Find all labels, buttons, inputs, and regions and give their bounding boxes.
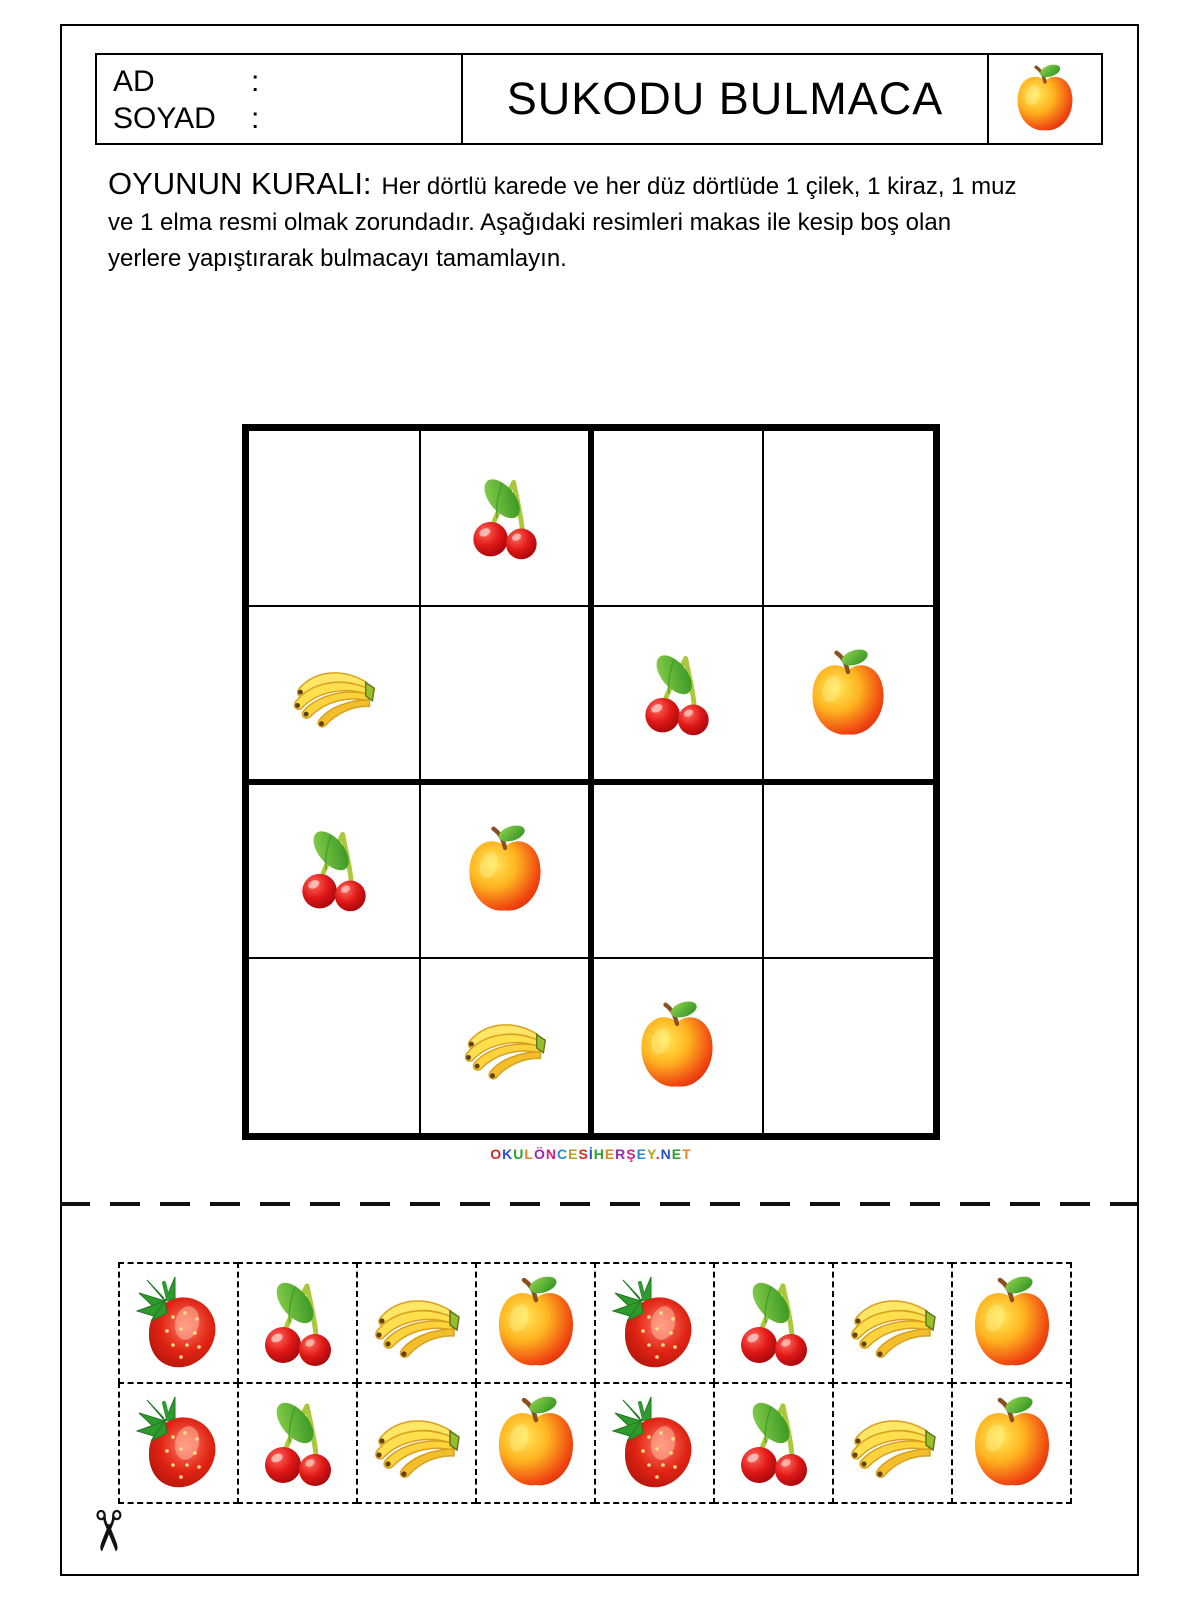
cutout-tiles bbox=[118, 1262, 1072, 1504]
scissors-icon: ✂ bbox=[76, 1507, 140, 1555]
sudoku-grid bbox=[242, 424, 940, 1140]
cutout-tile-banana bbox=[356, 1262, 477, 1384]
banana-image bbox=[843, 1273, 943, 1373]
cutout-tile-apple bbox=[951, 1382, 1072, 1504]
banana-image bbox=[367, 1273, 467, 1373]
sudoku-cell-r3c2-apple bbox=[420, 782, 592, 958]
cutout-row-1 bbox=[118, 1262, 1072, 1384]
banana-image bbox=[457, 998, 553, 1094]
logo-letter: L bbox=[524, 1146, 534, 1162]
title-section bbox=[463, 55, 989, 143]
cutout-tile-banana bbox=[832, 1262, 953, 1384]
soyad-colon: : bbox=[251, 102, 260, 135]
apple-icon bbox=[1008, 62, 1082, 136]
logo-letter: N bbox=[660, 1146, 672, 1162]
cutout-tile-strawberry bbox=[118, 1262, 239, 1384]
apple-image bbox=[457, 822, 553, 918]
apple-image bbox=[962, 1273, 1062, 1373]
logo-letter: T bbox=[682, 1146, 692, 1162]
sudoku-cell-r1c2-cherry bbox=[420, 430, 592, 606]
cherry-image bbox=[248, 1393, 348, 1493]
sudoku-cell-r2c4-apple bbox=[763, 606, 935, 782]
strawberry-image bbox=[129, 1393, 229, 1493]
sudoku-cell-r4c1-empty bbox=[248, 958, 420, 1134]
sudoku-cell-r4c2-banana bbox=[420, 958, 592, 1134]
sudoku-cell-r1c4-empty bbox=[763, 430, 935, 606]
instructions bbox=[108, 166, 1058, 277]
header-apple-box bbox=[989, 55, 1101, 143]
strawberry-image bbox=[605, 1393, 705, 1493]
sudoku-cell-r1c1-empty bbox=[248, 430, 420, 606]
sudoku-cell-r2c3-cherry bbox=[591, 606, 763, 782]
name-fields bbox=[97, 55, 463, 143]
cutout-tile-cherry bbox=[237, 1382, 358, 1504]
name-field-soyad bbox=[113, 100, 461, 137]
logo-letter: N bbox=[545, 1146, 557, 1162]
logo-letter: U bbox=[513, 1146, 525, 1162]
rule-heading: OYUNUN KURALI: bbox=[108, 166, 372, 201]
logo-letter: O bbox=[490, 1146, 503, 1162]
logo-letter: İ bbox=[588, 1146, 594, 1162]
cutout-tile-banana bbox=[356, 1382, 477, 1504]
cutout-tile-strawberry bbox=[118, 1382, 239, 1504]
strawberry-image bbox=[605, 1273, 705, 1373]
apple-image bbox=[800, 646, 896, 742]
sudoku-cell-r4c3-apple bbox=[591, 958, 763, 1134]
cutout-tile-cherry bbox=[713, 1262, 834, 1384]
sudoku-cell-r1c3-empty bbox=[591, 430, 763, 606]
cutout-tile-apple bbox=[475, 1382, 596, 1504]
logo-letter: S bbox=[578, 1146, 589, 1162]
logo-letter: E bbox=[568, 1146, 579, 1162]
sudoku-cell-r2c2-empty bbox=[420, 606, 592, 782]
banana-image bbox=[843, 1393, 943, 1493]
logo-letter: Y bbox=[646, 1146, 656, 1162]
instructions-line-3: yerlere yapıştırarak bulmacayı tamamlayın. bbox=[108, 245, 567, 272]
page-title: SUKODU BULMACA bbox=[506, 73, 944, 124]
cutout-row-2 bbox=[118, 1382, 1072, 1504]
logo-letter: Ö bbox=[533, 1146, 546, 1162]
cutout-tile-cherry bbox=[713, 1382, 834, 1504]
cherry-image bbox=[724, 1273, 824, 1373]
apple-image bbox=[486, 1273, 586, 1373]
strawberry-image bbox=[129, 1273, 229, 1373]
logo-letter: E bbox=[671, 1146, 683, 1162]
sudoku-cell-r3c1-cherry bbox=[248, 782, 420, 958]
sudoku-cell-r2c1-banana bbox=[248, 606, 420, 782]
logo-letter: K bbox=[502, 1146, 514, 1162]
sudoku-cell-r3c4-empty bbox=[763, 782, 935, 958]
cutout-tile-banana bbox=[832, 1382, 953, 1504]
cherry-image bbox=[248, 1273, 348, 1373]
cherry-image bbox=[286, 822, 382, 918]
ad-colon: : bbox=[251, 65, 260, 98]
cutout-tile-strawberry bbox=[594, 1262, 715, 1384]
ad-label: AD bbox=[113, 65, 155, 98]
banana-image bbox=[286, 646, 382, 742]
cutout-tile-apple bbox=[475, 1262, 596, 1384]
apple-image bbox=[629, 998, 725, 1094]
sudoku-cell-r3c3-empty bbox=[591, 782, 763, 958]
cherry-image bbox=[629, 646, 725, 742]
logo-letter: R bbox=[615, 1146, 627, 1162]
soyad-label: SOYAD bbox=[113, 102, 216, 135]
site-logo bbox=[242, 1146, 940, 1162]
name-field-ad bbox=[113, 63, 461, 100]
logo-letter: H bbox=[593, 1146, 605, 1162]
cutout-tile-apple bbox=[951, 1262, 1072, 1384]
banana-image bbox=[367, 1393, 467, 1493]
instructions-line-2: ve 1 elma resmi olmak zorundadır. Aşağıdaki resimleri makas ile kesip boş olan bbox=[108, 209, 952, 236]
cutout-tile-cherry bbox=[237, 1262, 358, 1384]
apple-image bbox=[962, 1393, 1062, 1493]
instructions-line-1 bbox=[108, 166, 1058, 205]
cut-line bbox=[60, 1202, 1137, 1206]
rule-text-1: Her dörtlü karede ve her düz dörtlüde 1 çilek, 1 kiraz, 1 muz bbox=[381, 173, 1017, 200]
header bbox=[95, 53, 1103, 145]
cherry-image bbox=[724, 1393, 824, 1493]
logo-letter: C bbox=[557, 1146, 569, 1162]
cherry-image bbox=[457, 470, 553, 566]
apple-image bbox=[486, 1393, 586, 1493]
logo-letter: E bbox=[636, 1146, 647, 1162]
logo-letter: E bbox=[604, 1146, 616, 1162]
logo-letter: Ş bbox=[626, 1146, 637, 1162]
sudoku-cell-r4c4-empty bbox=[763, 958, 935, 1134]
logo-letter: . bbox=[655, 1146, 661, 1162]
cutout-tile-strawberry bbox=[594, 1382, 715, 1504]
